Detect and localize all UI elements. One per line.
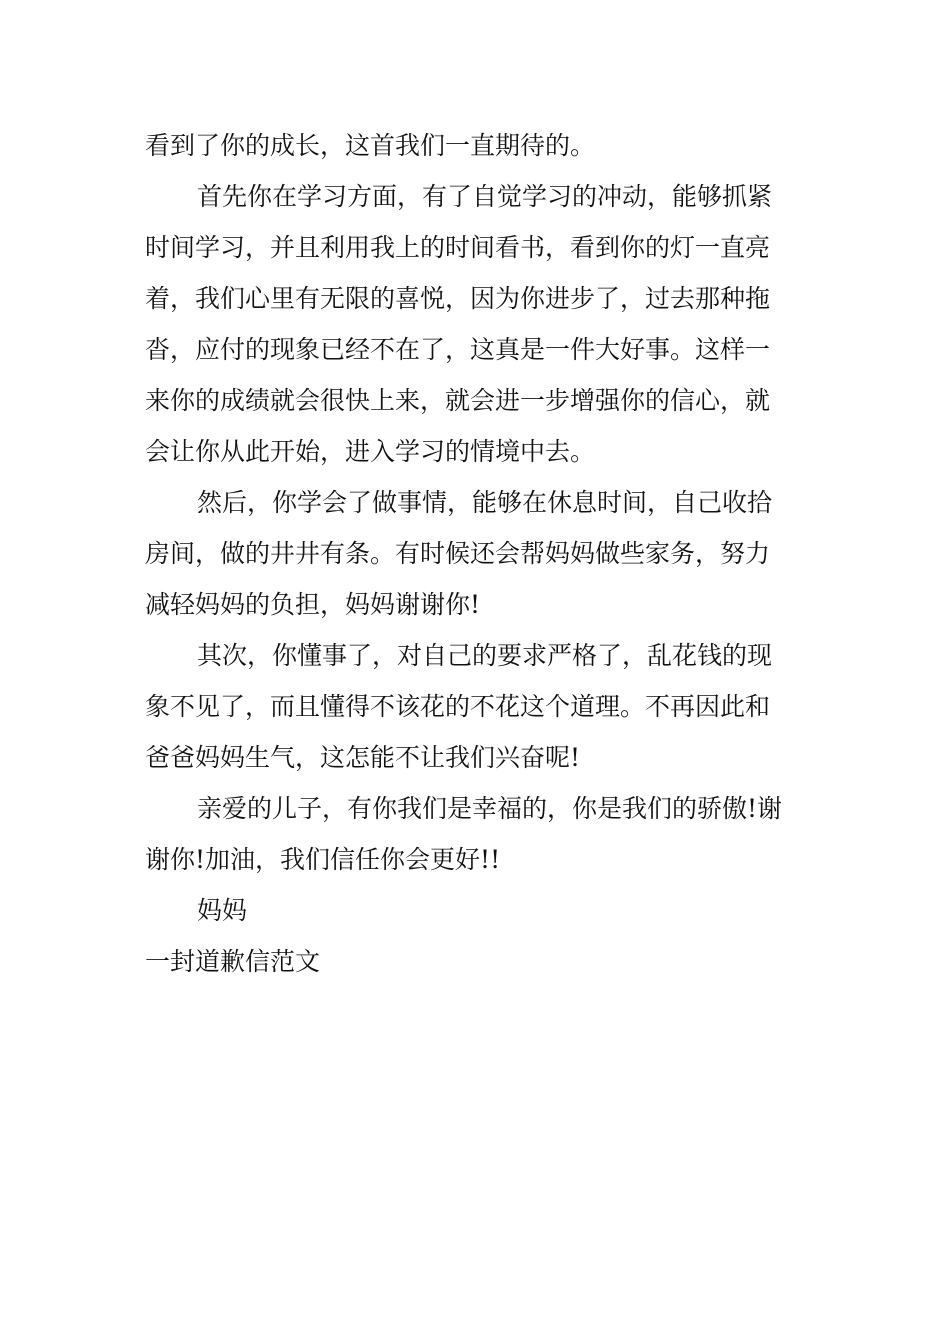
text-line: 着，我们心里有无限的喜悦，因为你进步了，过去那种拖 <box>145 284 771 313</box>
text-line: 来你的成绩就会很快上来，就会进一步增强你的信心，就 <box>145 386 771 415</box>
text-line: 会让你从此开始，进入学习的情境中去。 <box>145 437 596 466</box>
text-line: 谢你!加油，我们信任你会更好!! <box>145 845 501 874</box>
paragraph-sensible-start: 其次，你懂事了，对自己的要求严格了，乱花钱的现 <box>197 641 773 670</box>
text-line: 房间，做的井井有条。有时候还会帮妈妈做些家务，努力 <box>145 539 771 568</box>
letter-body <box>145 120 815 987</box>
text-line: 沓，应付的现象已经不在了，这真是一件大好事。这样一 <box>145 335 771 364</box>
paragraph-chores-start: 然后，你学会了做事情，能够在休息时间，自己收拾 <box>197 488 773 517</box>
paragraph-closing-start: 亲爱的儿子，有你我们是幸福的，你是我们的骄傲!谢 <box>197 794 783 823</box>
text-line: 爸爸妈妈生气，这怎能不让我们兴奋呢! <box>145 743 581 772</box>
text-line: 时间学习，并且利用我上的时间看书，看到你的灯一直亮 <box>145 233 771 262</box>
text-line: 象不见了，而且懂得不该花的不花这个道理。不再因此和 <box>145 692 771 721</box>
section-heading: 一封道歉信范文 <box>145 947 321 976</box>
paragraph-study-start: 首先你在学习方面，有了自觉学习的冲动，能够抓紧 <box>197 182 773 211</box>
text-line: 看到了你的成长，这首我们一直期待的。 <box>145 131 596 160</box>
text-line: 减轻妈妈的负担，妈妈谢谢你! <box>145 590 481 619</box>
signature: 妈妈 <box>197 896 248 925</box>
